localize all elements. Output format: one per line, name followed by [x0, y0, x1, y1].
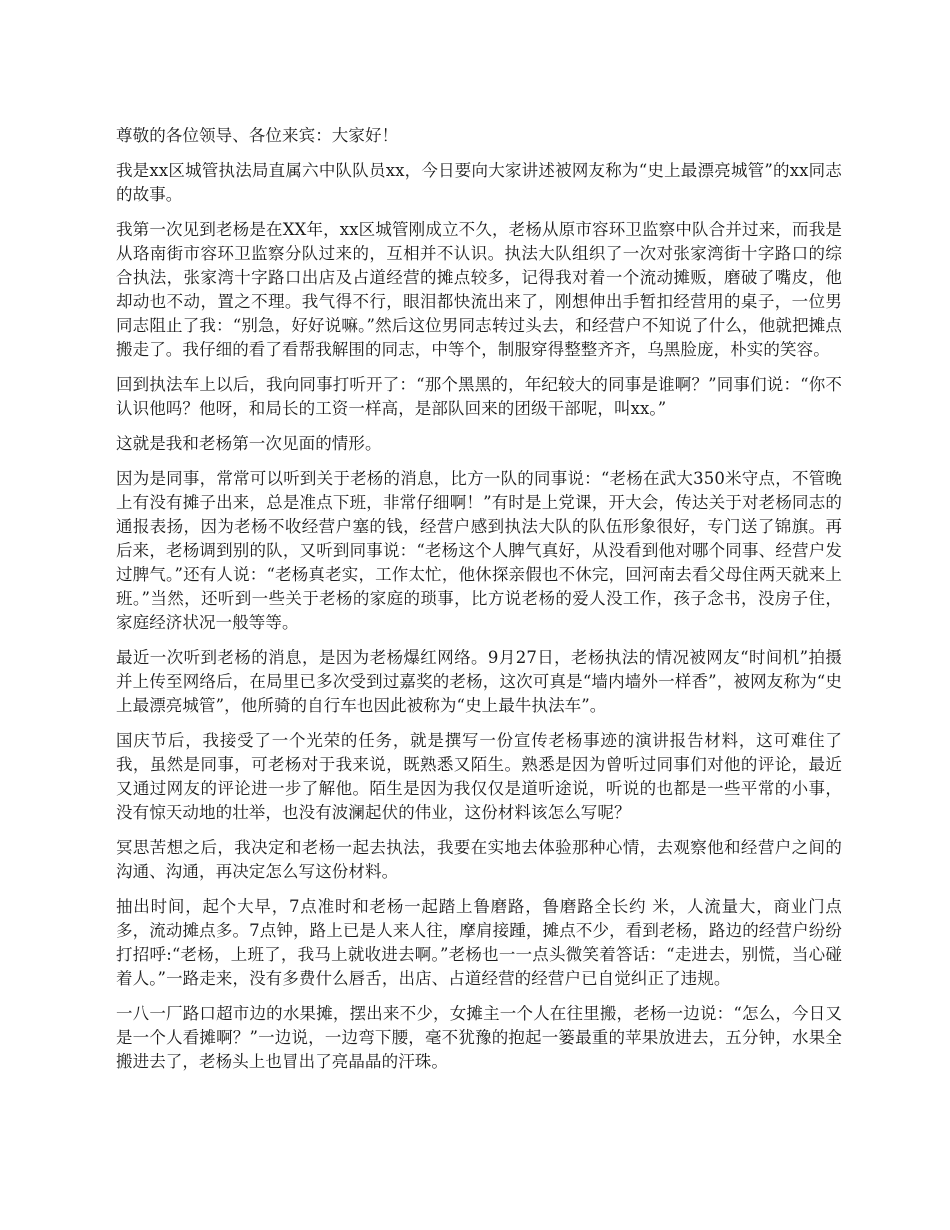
paragraph-fruit-stall: 一八一厂路口超市边的水果摊，摆出来不少，女摊主一个人在往里搬，老杨一边说：“怎么，今日又是一个人看摊啊？”一边说，一边弯下腰，毫不犹豫的抱起一篓最重的苹果放进去，五分钟，水果全搬进去了，老杨头上也冒出了亮晶晶的汗珠。	[116, 1004, 842, 1071]
document-body	[116, 124, 842, 1085]
paragraph-decision: 冥思苦想之后，我决定和老杨一起去执法，我要在实地去体验那种心情，去观察他和经营户之间的沟通、沟通，再决定怎么写这份材料。	[116, 838, 842, 881]
paragraph-viral-news: 最近一次听到老杨的消息，是因为老杨爆红网络。9月27日，老杨执法的情况被网友“时间机”拍摄并上传至网络后，在局里已多次受到过嘉奖的老杨，这次可真是“墙内墙外一样香”，被网友称为“史上最漂亮城管”，他所骑的自行车也因此被称为“史上最牛执法车”。	[116, 648, 842, 715]
paragraph-first-meeting-summary: 这就是我和老杨第一次见面的情形。	[116, 434, 382, 453]
paragraph-greeting: 尊敬的各位领导、各位来宾：大家好！	[116, 126, 399, 145]
paragraph-introduction: 我是xx区城管执法局直属六中队队员xx，今日要向大家讲述被网友称为“史上最漂亮城管”的xx同志的故事。	[116, 161, 842, 204]
paragraph-hearsay: 因为是同事，常常可以听到关于老杨的消息，比方一队的同事说：“老杨在武大350米守点，不管晚上有没有摊子出来，总是准点下班，非常仔细啊！”有时是上党课，开大会，传达关于对老杨同志的通报表扬，因为老杨不收经营户塞的钱，经营户感到执法大队的队伍形象很好，专门送了锦旗。再后来，老杨调到别的队，又听到同事说：“老杨这个人脾气真好，从没看到他对哪个同事、经营户发过脾气。”还有人说：“老杨真老实，工作太忙，他休探亲假也不休完，回河南去看父母住两天就来上班。”当然，还听到一些关于老杨的家庭的琐事，比方说老杨的爱人没工作，孩子念书，没房子住，家庭经济状况一般等等。	[116, 469, 842, 632]
paragraph-patrol: 抽出时间，起个大早，7点准时和老杨一起踏上鲁磨路，鲁磨路全长约 米，人流量大，商业门点多，流动摊点多。7点钟，路上已是人来人往，摩肩接踵，摊点不少，看到老杨，路边的经营户纷纷打招呼:“老杨，上班了，我马上就收进去啊。”老杨也一一点头微笑着答话：“走进去，别慌，当心碰着人。”一路走来，没有多费什么唇舌，出店、占道经营的经营户已自觉纠正了违规。	[116, 897, 842, 988]
paragraph-first-meeting: 我第一次见到老杨是在XX年，xx区城管刚成立不久，老杨从原市容环卫监察中队合并过来，而我是从珞南街市容环卫监察分队过来的，互相并不认识。执法大队组织了一次对张家湾街十字路口的综合执法，张家湾十字路口出店及占道经营的摊点较多，记得我对着一个流动摊贩，磨破了嘴皮，他却动也不动，置之不理。我气得不行，眼泪都快流出来了，刚想伸出手暂扣经营用的桌子，一位男同志阻止了我：“别急，好好说嘛。”然后这位男同志转过头去，和经营户不知说了什么，他就把摊点搬走了。我仔细的看了看帮我解围的同志，中等个，制服穿得整整齐齐，乌黑脸庞，朴实的笑容。	[116, 220, 842, 359]
paragraph-assignment: 国庆节后，我接受了一个光荣的任务，就是撰写一份宣传老杨事迹的演讲报告材料，这可难住了我，虽然是同事，可老杨对于我来说，既熟悉又陌生。熟悉是因为曾听过同事们对他的评论，最近又通过网友的评论进一步了解他。陌生是因为我仅仅是道听途说，听说的也都是一些平常的小事，没有惊天动地的壮举，也没有波澜起伏的伟业，这份材料该怎么写呢？	[116, 731, 842, 822]
paragraph-asking-colleague: 回到执法车上以后，我向同事打听开了：“那个黑黑的，年纪较大的同事是谁啊？”同事们说：“你不认识他吗？他呀，和局长的工资一样高，是部队回来的团级干部呢，叫xx。”	[116, 375, 842, 418]
